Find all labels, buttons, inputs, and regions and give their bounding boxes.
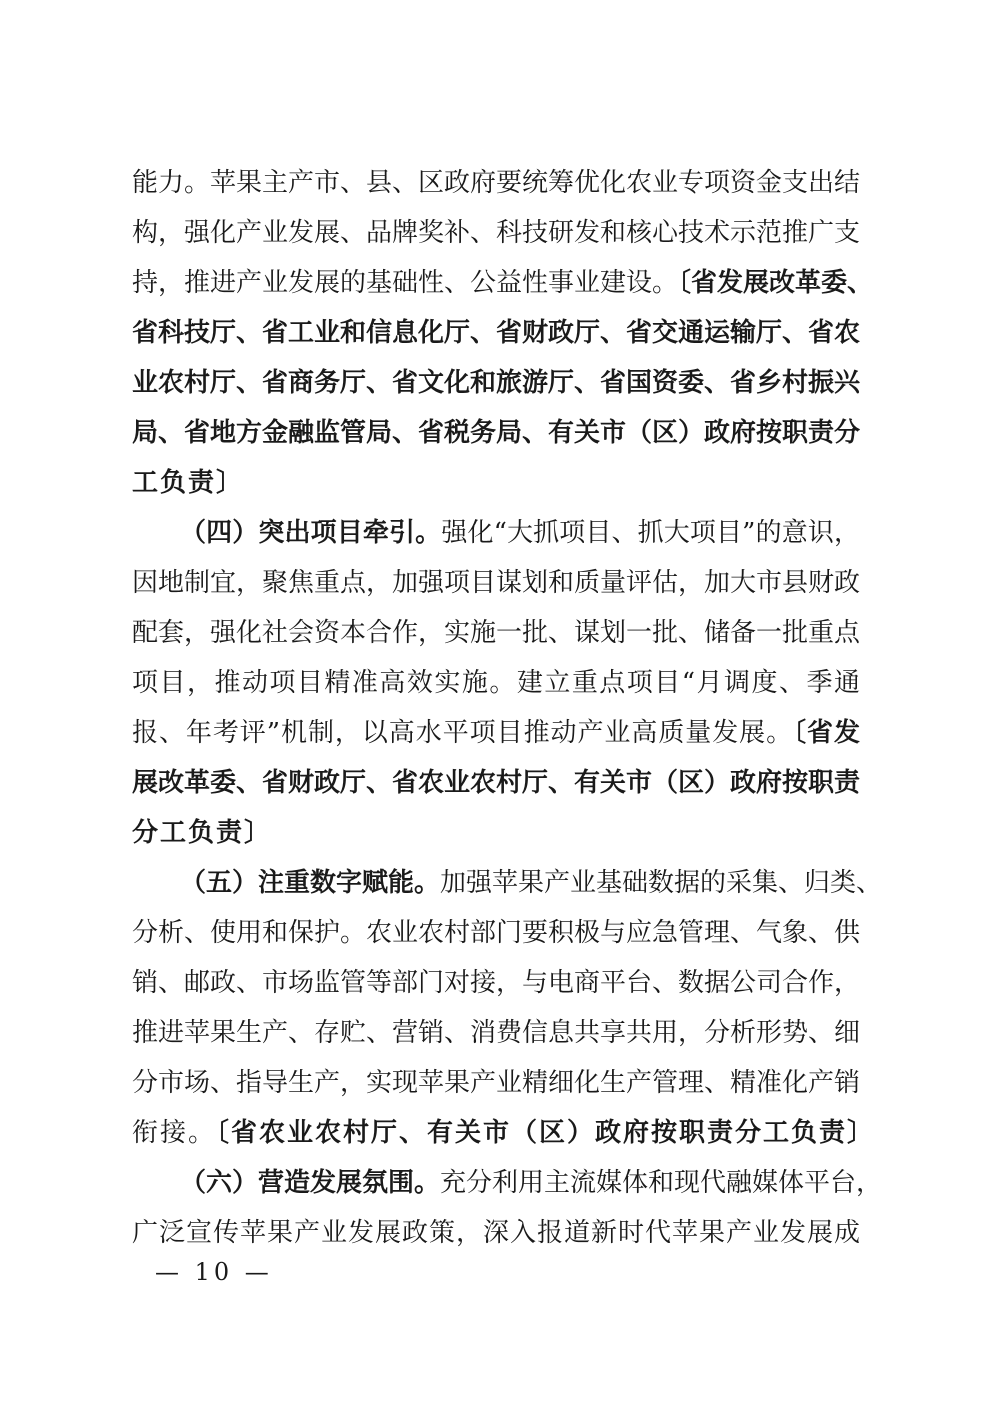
body-text-line: 因地制宜，聚焦重点，加强项目谋划和质量评估，加大市县财政 [132, 568, 861, 598]
responsibility-note-line: 工负责〕 [132, 468, 245, 498]
page-number: — 10 — [155, 1258, 273, 1286]
body-text-line: 持，推进产业发展的基础性、公益性事业建设。〔省发展改革委、 [132, 268, 874, 298]
body-text-line: 分析、使用和保护。农业农村部门要积极与应急管理、气象、供 [132, 918, 861, 948]
body-text-line: 分市场、指导生产，实现苹果产业精细化生产管理、精准化产销 [132, 1068, 861, 1098]
responsibility-note-line: 省科技厅、省工业和信息化厅、省财政厅、省交通运输厅、省农 [132, 318, 861, 348]
body-text-line: 广泛宣传苹果产业发展政策，深入报道新时代苹果产业发展成 [132, 1218, 860, 1248]
body-text-line: 衔接。〔省农业农村厅、有关市（区）政府按职责分工负责〕 [132, 1118, 876, 1148]
body-text-line: 报、年考评”机制，以高水平项目推动产业高质量发展。〔省发 [132, 718, 860, 748]
section-six-line: （六）营造发展氛围。充分利用主流媒体和现代融媒体平台， [180, 1168, 883, 1198]
body-text-line: 销、邮政、市场监管等部门对接，与电商平台、数据公司合作， [132, 968, 861, 998]
section-heading: （四）突出项目牵引。 [180, 518, 442, 548]
responsibility-note-line: 局、省地方金融监管局、省税务局、有关市（区）政府按职责分 [132, 418, 861, 448]
body-text-line: 推进苹果生产、存贮、营销、消费信息共享共用，分析形势、细 [132, 1018, 861, 1048]
section-heading: （五）注重数字赋能。 [180, 868, 441, 898]
responsibility-note-line: 展改革委、省财政厅、省农业农村厅、有关市（区）政府按职责 [132, 768, 861, 798]
body-text-line: 能力。苹果主产市、县、区政府要统筹优化农业专项资金支出结 [132, 168, 861, 198]
responsibility-note: 〔省农业农村厅、有关市（区）政府按职责分工负责〕 [216, 1118, 876, 1148]
section-heading: （六）营造发展氛围。 [180, 1168, 441, 1198]
body-text-line: 构，强化产业发展、品牌奖补、科技研发和核心技术示范推广支 [132, 218, 861, 248]
section-five-line: （五）注重数字赋能。加强苹果产业基础数据的采集、归类、 [180, 868, 883, 898]
responsibility-note-line: 业农村厅、省商务厅、省文化和旅游厅、省国资委、省乡村振兴 [132, 368, 861, 398]
body-text-line: 项目，推动项目精准高效实施。建立重点项目“月调度、季通 [132, 668, 860, 698]
responsibility-note-line: 分工负责〕 [132, 818, 273, 848]
section-four-line: （四）突出项目牵引。强化“大抓项目、抓大项目”的意识， [180, 518, 860, 548]
responsibility-note: 〔省发展改革委、 [678, 268, 874, 298]
responsibility-note: 〔省发 [793, 718, 860, 748]
body-text-line: 配套，强化社会资本合作，实施一批、谋划一批、储备一批重点 [132, 618, 861, 648]
